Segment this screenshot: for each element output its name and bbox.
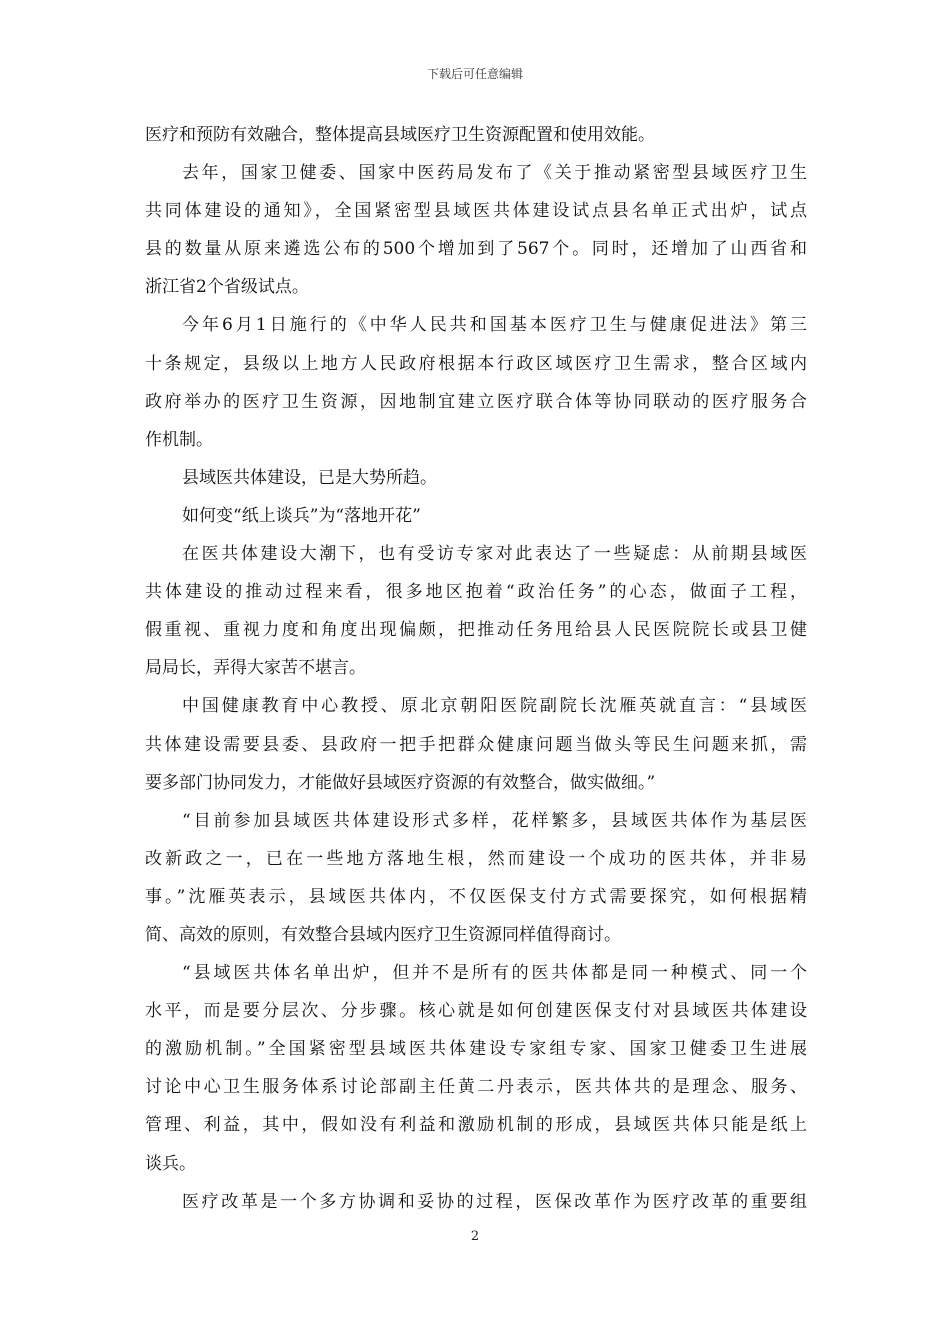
text-line: 作机制。 xyxy=(145,429,213,450)
text-line: 要多部门协同发力，才能做好县域医疗资源的有效整合，做实做细。” xyxy=(145,772,656,793)
text-line: 去年，国家卫健委、国家中医药局发布了《关于推动紧密型县域医疗卫生 xyxy=(182,163,807,184)
paragraph xyxy=(145,497,807,535)
text-line: 简、高效的原则，有效整合县域内医疗卫生资源同样值得商讨。 xyxy=(145,924,621,945)
text-line: 谈兵。 xyxy=(145,1153,196,1174)
text-line: 事。”沈雁英表示，县域医共体内，不仅医保支付方式需要探究，如何根据精 xyxy=(145,886,807,907)
page-header: 下载后可任意编辑 xyxy=(426,67,523,81)
text-line: 在医共体建设大潮下，也有受访专家对此表达了一些疑虑：从前期县域医 xyxy=(182,544,807,565)
text-line: 浙江省2个省级试点。 xyxy=(145,277,309,298)
text-line: “县域医共体名单出炉，但并不是所有的医共体都是同一种模式、同一个 xyxy=(182,963,807,984)
text-line: 中国健康教育中心教授、原北京朝阳医院副院长沈雁英就直言：“县域医 xyxy=(182,696,807,717)
text-line: 今年6月1日施行的《中华人民共和国基本医疗卫生与健康促进法》第三 xyxy=(182,315,807,336)
text-line: 医疗改革是一个多方协调和妥协的过程，医保改革作为医疗改革的重要组 xyxy=(182,1191,807,1212)
paragraph xyxy=(145,535,807,687)
text-line: 共体建设需要县委、县政府一把手把群众健康问题当做头等民生问题来抓，需 xyxy=(145,734,807,755)
text-line: 讨论中心卫生服务体系讨论部副主任黄二丹表示，医共体共的是理念、服务、 xyxy=(145,1077,807,1098)
text-line: “目前参加县域医共体建设形式多样，花样繁多，县域医共体作为基层医 xyxy=(182,810,807,831)
text-line: 局局长，弄得大家苦不堪言。 xyxy=(145,658,366,679)
paragraph xyxy=(145,306,807,458)
text-line: 县的数量从原来遴选公布的500个增加到了567个。同时，还增加了山西省和 xyxy=(145,239,807,260)
document-body xyxy=(145,116,807,1221)
paragraph xyxy=(145,116,807,154)
text-line: 管理、利益，其中，假如没有利益和激励机制的形成，县域医共体只能是纸上 xyxy=(145,1115,807,1136)
text-line: 如何变“纸上谈兵”为“落地开花” xyxy=(182,505,421,526)
page-number: 2 xyxy=(470,1229,480,1244)
text-line: 县域医共体建设，已是大势所趋。 xyxy=(182,467,437,488)
text-line: 水平，而是要分层次、分步骤。核心就是如何创建医保支付对县域医共体建设 xyxy=(145,1001,807,1022)
text-line: 医疗和预防有效融合，整体提高县域医疗卫生资源配置和使用效能。 xyxy=(145,125,655,145)
text-line: 假重视、重视力度和角度出现偏颇，把推动任务甩给县人民医院院长或县卫健 xyxy=(145,620,807,641)
text-line: 政府举办的医疗卫生资源，因地制宜建立医疗联合体等协同联动的医疗服务合 xyxy=(145,391,807,412)
text-line: 共同体建设的通知》，全国紧密型县域医共体建设试点县名单正式出炉，试点 xyxy=(145,201,807,222)
text-line: 的激励机制。”全国紧密型县域医共体建设专家组专家、国家卫健委卫生进展 xyxy=(145,1039,807,1060)
text-line: 改新政之一，已在一些地方落地生根，然而建设一个成功的医共体，并非易 xyxy=(145,848,807,869)
paragraph xyxy=(145,802,807,954)
text-line: 共体建设的推动过程来看，很多地区抱着“政治任务”的心态，做面子工程， xyxy=(145,582,807,603)
paragraph xyxy=(145,154,807,306)
paragraph xyxy=(145,687,807,801)
paragraph xyxy=(145,1183,807,1221)
paragraph xyxy=(145,459,807,497)
paragraph xyxy=(145,954,807,1183)
text-line: 十条规定，县级以上地方人民政府根据本行政区域医疗卫生需求，整合区域内 xyxy=(145,353,807,374)
